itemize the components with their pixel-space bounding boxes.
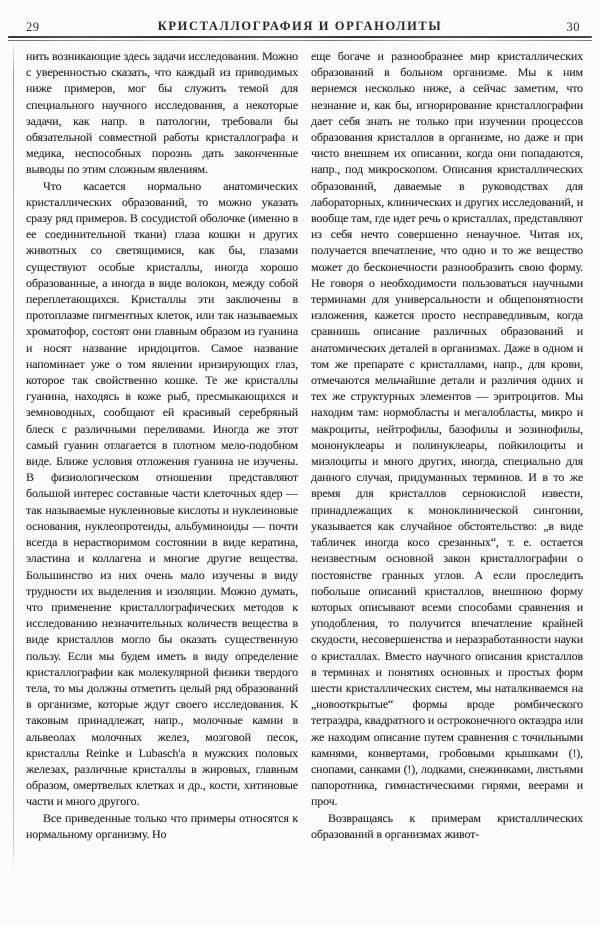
scan-edge-line xyxy=(13,40,14,872)
paragraph: еще богаче и разнообразнее мир кристаллических образований в больном организме. Мы к ним вернемся несколько ниже, а сейчас заметим, что незнание и, как бы, игнорирование кристаллографии дает себя знать не только при изучении процессов образования кристаллов в организме, но даже и при чисто внешнем их описании, когда они попадаются, напр., под микроскопом. Описания кристаллических образований, даваемые в руководствах для лабораторных, клинических и других исследований, и вообще там, где идет речь о кристаллах, представляют из себя нечто совершенно ненаучное. Читая их, получается впечатление, что одно и то же вещество может до бесконечности разнообразить свою форму. Не говоря о необходимости пользоваться научными терминами для универсальности и общепонятности изложения, кажется просто несправедливым, когда сравнишь описание различных образований и анатомических деталей в организмах. Даже в одном и том же препарате с кристаллами, напр., для крови, отмечаются мельчайшие детали и различия одних и тех же структурных элементов — эритроцитов. Мы находим там: нормобласты и мегалобласты, микро и макроциты, нейтрофилы, базофилы и эозинофилы, мононуклеары и полинуклеары, пойкилоциты и миэлоциты и много других, иногда, специально для данного случая, придуманных терминов. И в то же время для кристаллов сернокислой извести, принадлежащих к моноклинической сингонии, указывается как случайное обстоятельство: „в виде табличек иногда косо срезанных“, т. е. остается неизвестным основной закон кристаллографии о постоянстве гранных углов. А если проследить побольше описаний кристаллов, внешнюю форму которых описывают всеми способами сравнения и уподобления, то получится впечатление крайней скудости, несовершенства и неразработанности науки о кристаллах. Вместо научного описания кристаллов в терминах и понятиях основных и простых форм шести кристаллических систем, мы наталкиваемся на „новооткрытые“ формы вроде ромбического тетраэдра, квадратного и остроконечного октаэдра или же находим описание путем сравнения с точильными камнями, конвертами, гробовыми крышками (!), снопами, санками (!), лодками, снежинками, листьями папоротника, гимнастическими гирями, веерами и проч. xyxy=(311,49,583,809)
text-columns xyxy=(26,48,583,882)
header-rule-heavy-line xyxy=(8,36,592,38)
header-rule xyxy=(8,36,592,41)
page-header xyxy=(0,0,600,46)
paragraph: Возвращаясь к примерам кристаллических образований в организмах живот- xyxy=(311,810,583,841)
running-title: КРИСТАЛЛОГРАФИЯ И ОРГАНОЛИТЫ xyxy=(157,19,443,33)
column-right xyxy=(311,48,583,882)
paragraph: Что касается нормально анатомических кристаллических образований, то можно указать сразу ряд примеров. В сосудистой оболочке (именно в ее соединительной ткани) глаза кошки и других животных со светящимися, как бы, глазами существуют особые кристаллы, иногда хорошо образованные, а иногда в виде волокон, между собой переплетающихся. Кристаллы эти заключены в протоплазме пигментных клеток, или так называемых хроматофор, состоят они главным образом из гуанина и носят название иридоцитов. Самое название напоминает уже о том явлении иризирующих глаз, которое так свойственно кошке. Те же кристаллы гуанина, находясь в коже рыб, пресмыкающихся и земноводных, сообщают ей красивый серебряный блеск с различными переливами. Иногда же этот самый гуанин отлагается в плотном мело-подобном виде. Ближе условия отложения гуанина не изучены. В физиологическом отношении представляют большой интерес составные части клеточных ядер — так называемые нуклеиновые кислоты и нуклеиновые основания, нуклеопротеиды, альбуминоиды — почти всегда в нерастворимом состоянии в виде кератина, эластина и коллагена и многие другие вещества. Большинство из них очень мало изучены в виду трудности их выделения и изоляции. Можно думать, что применение кристаллографических методов к исследованию незначительных количеств вещества в виде кристаллов могло бы оказать существенную пользу. Если мы будем иметь в виду определение кристаллографии как молекулярной физики твердого тела, то мы должны отметить целый ряд образований в организме, которые ждут своего исследования. К таковым принадлежат, напр., молочные камни в альвеолах молочных желез, мозговой песок, кристаллы Reinke и Lubasch'a в мужских половых железах, различные кристаллы в жировых, главным образом, омертвелых клетках и др., кости, хитиновые части и много другого. xyxy=(26,178,298,809)
paragraph: нить возникающие здесь задачи исследования. Можно с уверенностью сказать, что каждый из приводимых ниже примеров, мог бы служить темой для специального научного исследования, а некоторые задачи, как напр. в патологии, требовали бы обязательной совместной работы кристаллографа и медика, неспособных порознь дать законченные выводы по этим сложным явлениям. xyxy=(26,49,298,177)
page-number-right: 30 xyxy=(566,20,580,34)
header-rule-light-line xyxy=(8,40,592,41)
column-left xyxy=(26,48,298,882)
paragraph: Все приведенные только что примеры относятся к нормальному организму. Но xyxy=(26,810,298,841)
page-number-left: 29 xyxy=(26,20,40,34)
